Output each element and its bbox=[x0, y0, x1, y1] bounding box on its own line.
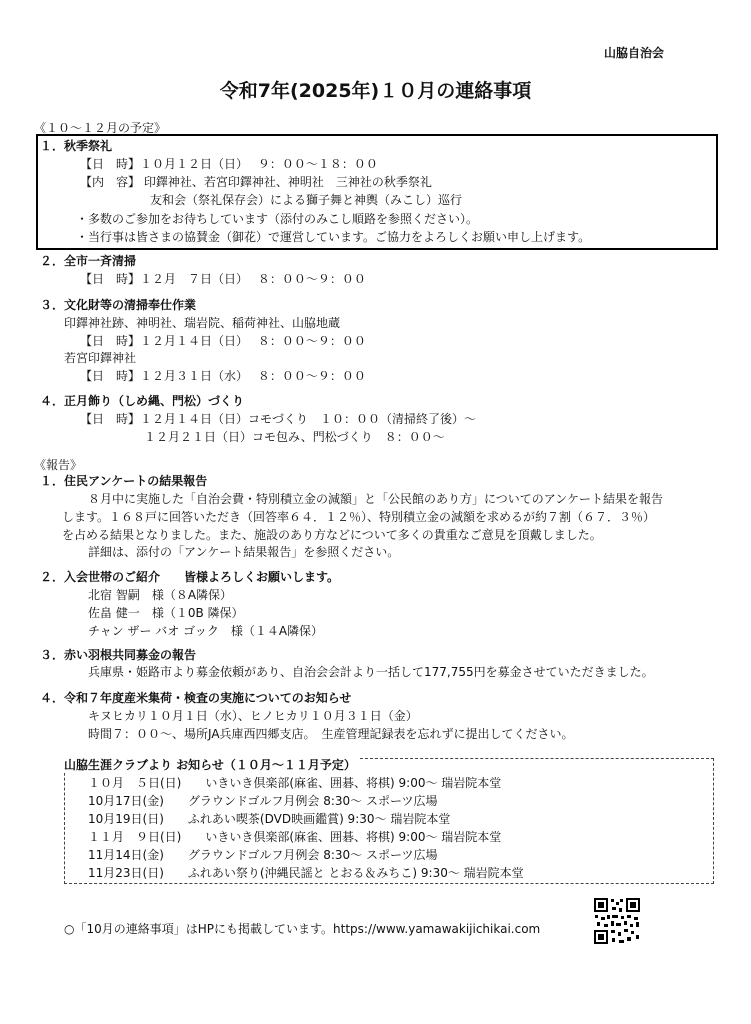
survey-heading: １．住民アンケートの結果報告 bbox=[40, 474, 208, 488]
footer-note[interactable]: ○「10月の連絡事項」はHPにも掲載しています。https://www.yamawakijichikai.com bbox=[64, 922, 541, 936]
heritage-date-1: 【日 時】１２月１４日（日） ８：００～９：００ bbox=[80, 334, 366, 348]
autumn-festival-note-1: ・多数のご参加をお待ちしています（添付のみこし順路を参照ください）。 bbox=[76, 212, 479, 226]
red-feather-line: 兵庫県・姫路市より募金依頼があり、自治会会計より一括して177,755円を募金させていただきました。 bbox=[88, 665, 654, 679]
survey-line-1: ８月中に実施した「自治会費・特別積立金の減額」と「公民館のあり方」についてのアンケート結果を報告 bbox=[88, 492, 664, 506]
member-1: 北宿 智嗣 様（８A隣保） bbox=[88, 588, 233, 602]
autumn-festival-date: 【日 時】１０月１２日（日） ９：００～１８：００ bbox=[80, 157, 378, 171]
club-event: １１月 ９日(日) いきいき倶楽部(麻雀、囲碁、将棋) 9:00～ 瑞岩院本堂 bbox=[88, 830, 502, 844]
autumn-festival-heading: １．秋季祭礼 bbox=[40, 139, 113, 153]
heritage-sites-1: 印鐸神社跡、神明社、瑞岩院、稲荷神社、山脇地蔵 bbox=[64, 316, 341, 330]
member-2: 佐畠 健一 様（１0B 隣保） bbox=[88, 606, 244, 620]
club-heading: 山脇生涯クラブより お知らせ（１０月～１１月予定） bbox=[64, 756, 360, 773]
survey-line-4: 詳細は、添付の「アンケート結果報告」を参照ください。 bbox=[88, 545, 400, 559]
heritage-sites-2: 若宮印鐸神社 bbox=[64, 351, 137, 365]
club-event: 10月19日(日) ふれあい喫茶(DVD映画鑑賞) 9:30～ 瑞岩院本堂 bbox=[88, 812, 451, 826]
club-event: 11月14日(金) グラウンドゴルフ月例会 8:30～ スポーツ広場 bbox=[88, 848, 438, 862]
club-event: １０月 ５日(日) いきいき倶楽部(麻雀、囲碁、将棋) 9:00～ 瑞岩院本堂 bbox=[88, 776, 502, 790]
new-members-heading: ２．入会世帯のご紹介 皆様よろしくお願いします。 bbox=[40, 570, 340, 584]
rice-heading: ４．令和７年度産米集荷・検査の実施についてのお知らせ bbox=[40, 691, 352, 705]
heritage-date-2: 【日 時】１２月３１日（水） ８：００～９：００ bbox=[80, 369, 366, 383]
new-year-heading: ４．正月飾り（しめ縄、門松）づくり bbox=[40, 394, 245, 408]
rice-line-1: キヌヒカリ１０月１日（水）、ヒノヒカリ１０月３１日（金） bbox=[88, 709, 418, 723]
qr-code-icon[interactable] bbox=[593, 897, 641, 945]
red-feather-heading: ３．赤い羽根共同募金の報告 bbox=[40, 648, 197, 662]
autumn-festival-content: 【内 容】 印鐸神社、若宮印鐸神社、神明社 三神社の秋季祭礼 bbox=[80, 175, 432, 189]
cleanup-date: 【日 時】１２月 ７日（日） ８：００～９：００ bbox=[80, 272, 366, 286]
autumn-festival-content-2: 友和会（祭礼保存会）による獅子舞と神輿（みこし）巡行 bbox=[150, 193, 463, 207]
rice-line-2: 時間７：００～、場所JA兵庫西四郷支店。 生産管理記録表を忘れずに提出してください。 bbox=[88, 727, 574, 741]
club-event: 11月23日(日) ふれあい祭り(沖縄民謡と とおる＆みちこ) 9:30～ 瑞岩院本堂 bbox=[88, 866, 524, 880]
survey-line-2: します。１６８戸に回答いただき（回答率６４．１２％）、特別積立金の減額を求めるが約７割（６７．３％） bbox=[62, 510, 656, 524]
schedule-heading: 《１０～１２月の予定》 bbox=[34, 121, 167, 135]
survey-line-3: を占める結果となりました。また、施設のあり方などについて多くの貴重なご意見を頂戴しました。 bbox=[62, 528, 602, 542]
member-3: チャン ザー バオ ゴック 様（１４A隣保） bbox=[88, 624, 324, 638]
club-event: 10月17日(金) グラウンドゴルフ月例会 8:30～ スポーツ広場 bbox=[88, 794, 438, 808]
new-year-line-1: 【日 時】１２月１４日（日）コモづくり １０：００（清掃終了後）～ bbox=[80, 412, 477, 426]
reports-heading: 《報告》 bbox=[34, 458, 83, 472]
cleanup-heading: ２．全市一斉清掃 bbox=[40, 254, 137, 268]
page-title: 令和7年(2025年)１０月の連絡事項 bbox=[219, 80, 532, 102]
organization-name: 山脇自治会 bbox=[604, 46, 665, 60]
new-year-line-2: １２月２１日（日）コモ包み、門松づくり ８：００～ bbox=[144, 430, 445, 444]
autumn-festival-note-2: ・当行事は皆さまの協賛金（御花）で運営しています。ご協力をよろしくお願い申し上げます。 bbox=[76, 230, 591, 244]
heritage-heading: ３．文化財等の清掃奉仕作業 bbox=[40, 298, 197, 312]
